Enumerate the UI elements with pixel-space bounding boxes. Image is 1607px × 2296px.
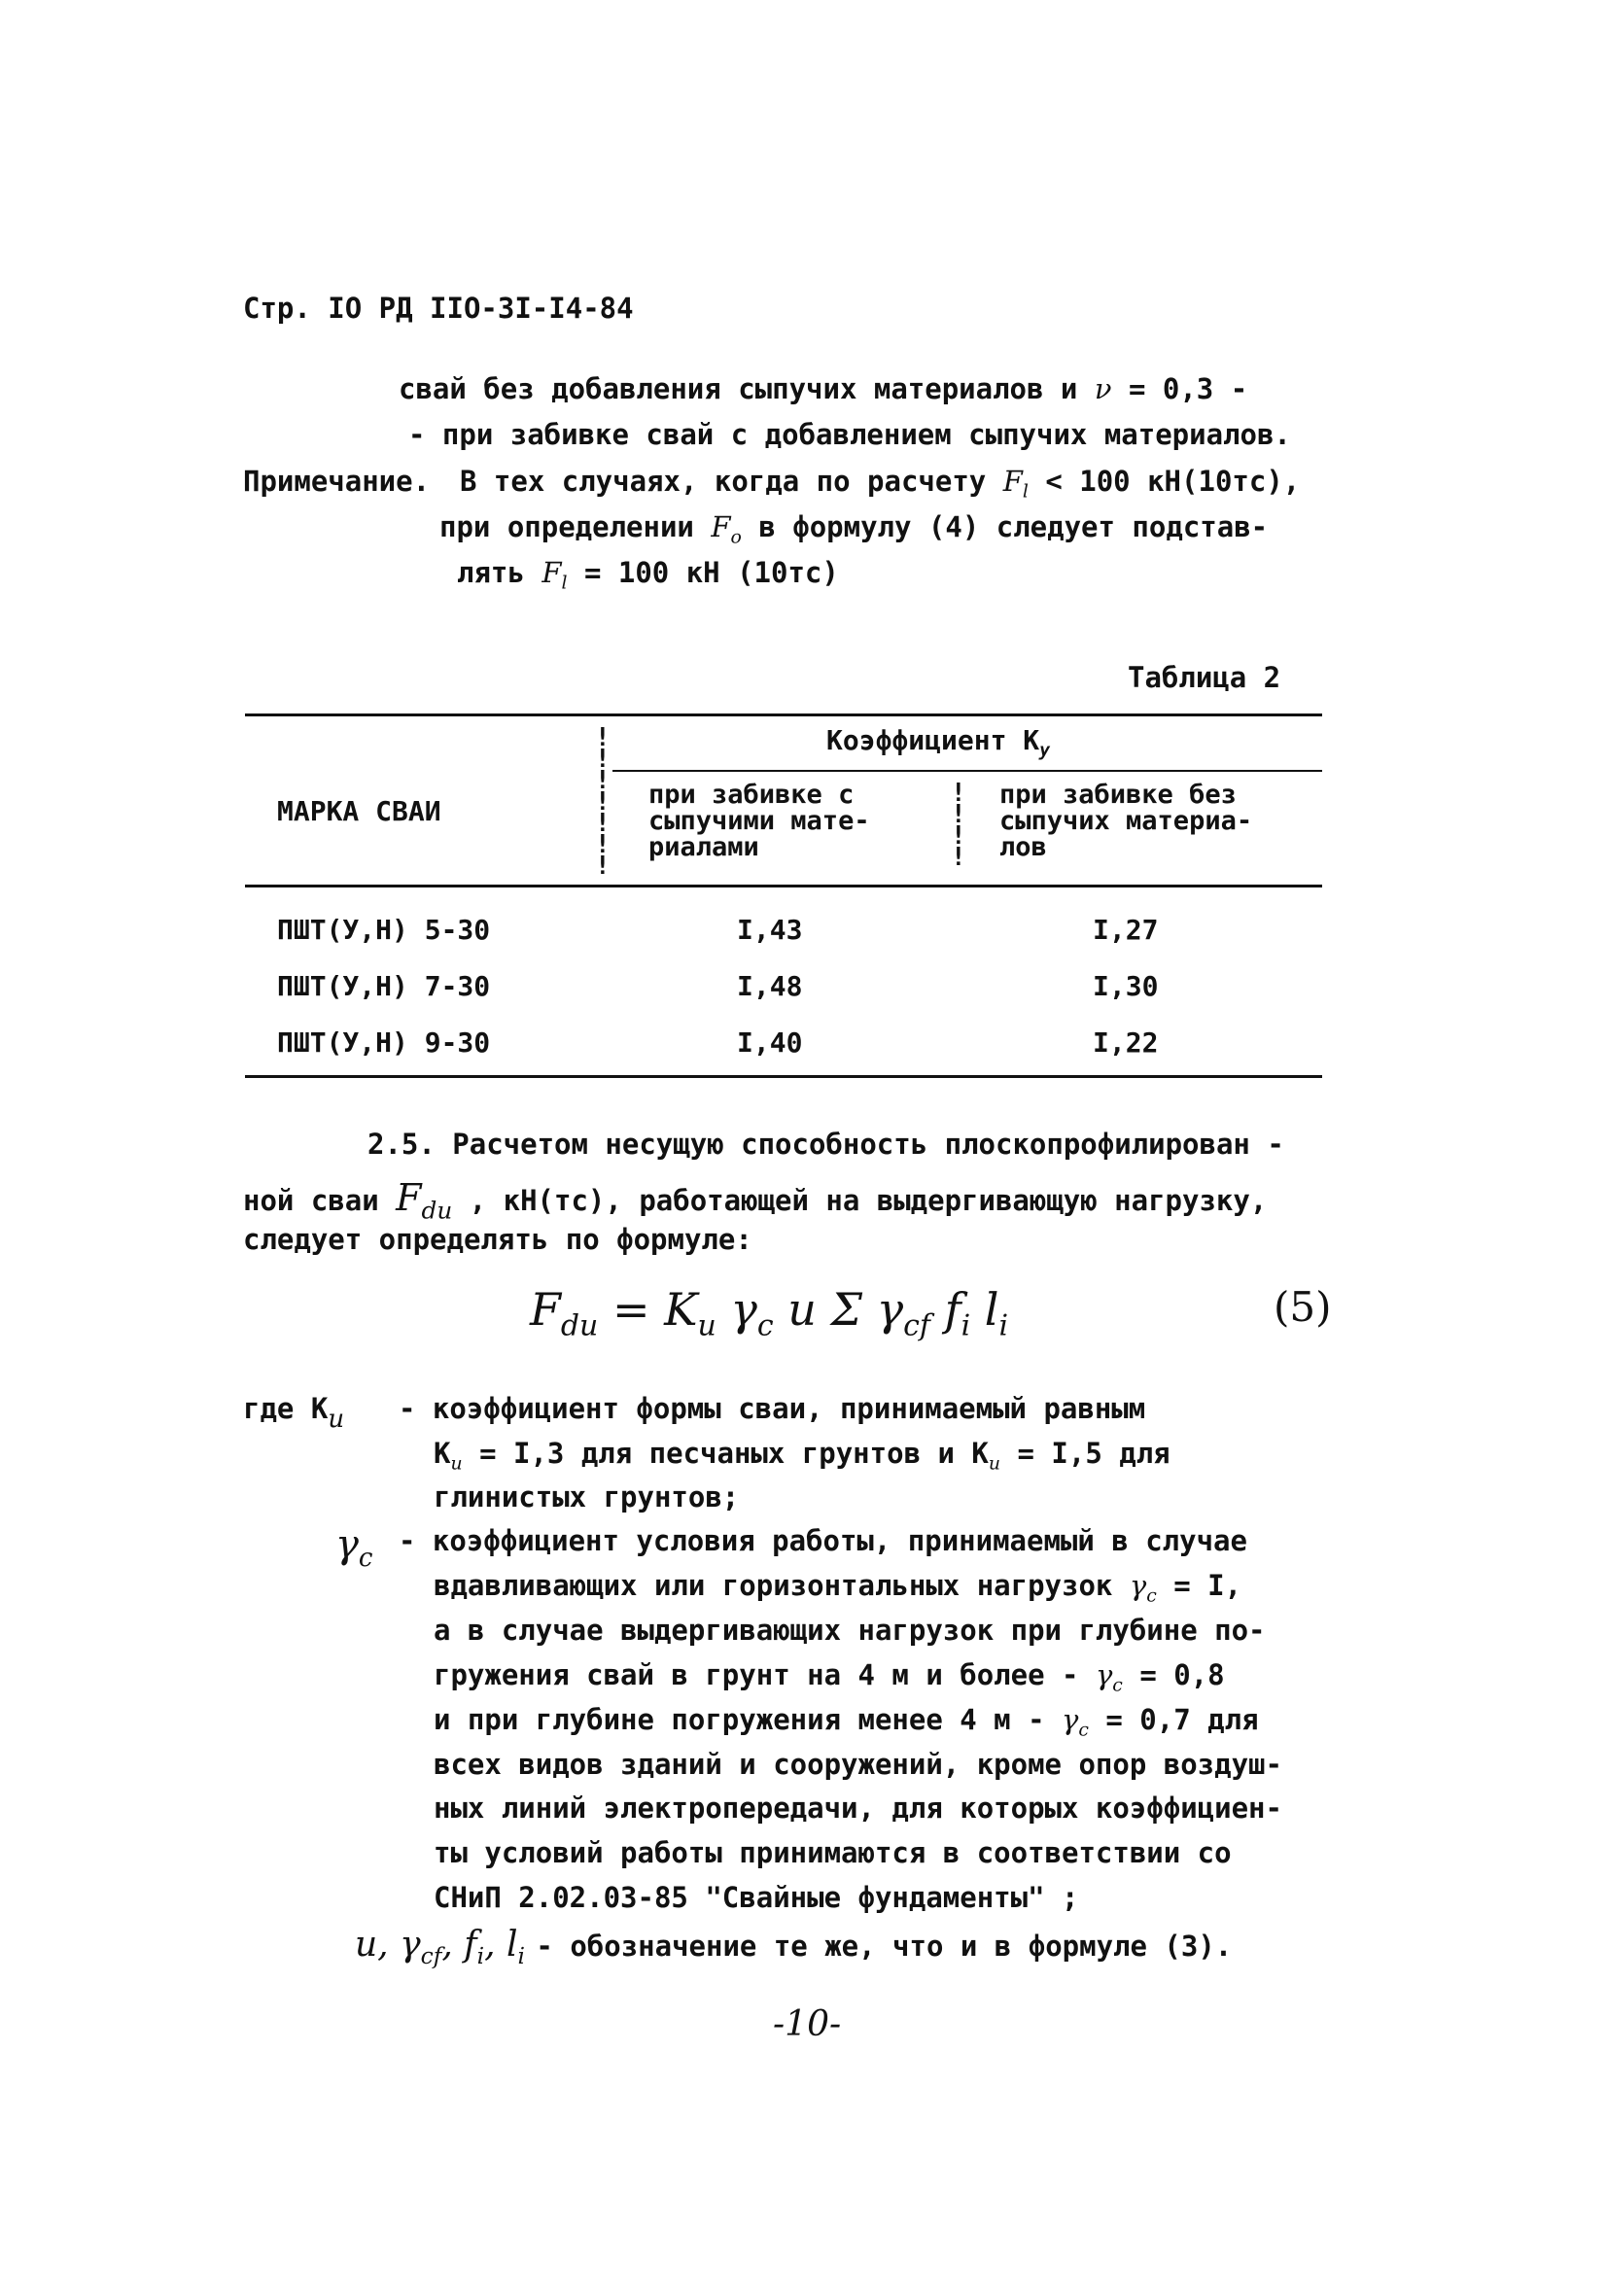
table-row-3-without: I,22 bbox=[1093, 1026, 1159, 1059]
table-header-rule bbox=[245, 885, 1322, 887]
table-row-1-with: I,43 bbox=[737, 914, 803, 946]
note-text-3a: лять bbox=[457, 556, 525, 589]
formula-5: $F_{du} = K_u$ $\gamma_c$ u Σ $\gamma_{cf}$ $f_i$ $l_i$ bbox=[530, 1283, 1009, 1343]
column-divider-1: ! ! ! ! ! ! ! bbox=[595, 723, 611, 881]
force-symbol: $F_{du}$ bbox=[396, 1176, 453, 1225]
gc-line-1: - коэффициент условия работы, принимаемый в случае bbox=[399, 1524, 1247, 1557]
section-line-3: следует определять по формуле: bbox=[243, 1223, 752, 1256]
ku-line-2: $К_u = I,3$ для песчаных грунтов и $К_u = I,5$ для bbox=[434, 1437, 1170, 1475]
nu-symbol: ν bbox=[1094, 372, 1112, 405]
table-row-2-with: I,48 bbox=[737, 970, 803, 1002]
note-line-3 bbox=[457, 556, 839, 594]
force-symbol: $F_l$ bbox=[1002, 465, 1029, 503]
page-number: -10- bbox=[773, 2004, 842, 2044]
note-text-3b: = 100 кН (10тс) bbox=[583, 556, 839, 589]
subcolumn-without-materials: при забивке без сыпучих материа- лов bbox=[999, 780, 1253, 862]
intro-text-a: свай без добавления сыпучих материалов и bbox=[399, 372, 1078, 405]
gc-line-5: и при глубине погружения менее 4 $м - \gamma_c = 0,7$ для bbox=[434, 1703, 1259, 1741]
note-line-1 bbox=[460, 465, 1300, 503]
gc-line-2: вдавливающих или горизонтальных нагрузок $\gamma_c = I$, bbox=[434, 1569, 1242, 1607]
gc-line-6: всех видов зданий и сооружений, кроме опор воздуш- bbox=[434, 1748, 1282, 1781]
table-row-1-mark: ПШТ(У,Н) 5-30 bbox=[277, 914, 491, 946]
note-text-1a: В тех случаях, когда по расчету bbox=[460, 465, 987, 498]
table-row-1-without: I,27 bbox=[1093, 914, 1159, 946]
table-group-rule bbox=[612, 770, 1322, 772]
column-header-mark: МАРКА СВАИ bbox=[277, 795, 441, 827]
where-label: где Кu bbox=[243, 1392, 345, 1435]
table-caption: Таблица 2 bbox=[1128, 661, 1281, 694]
table-row-3-mark: ПШТ(У,Н) 9-30 bbox=[277, 1026, 491, 1059]
subcolumn-with-materials: при забивке с сыпучими мате- риалами bbox=[648, 780, 870, 862]
table-bottom-rule bbox=[245, 1075, 1322, 1078]
gamma-c-symbol: $\gamma_c$ bbox=[335, 1522, 373, 1574]
column-group-header: Коэффициент $К_y$ bbox=[826, 724, 1051, 761]
intro-line-1 bbox=[399, 372, 1247, 405]
note-label: Примечание. bbox=[243, 465, 431, 498]
section-text-2b: , кН(тс), работающей на выдергивающую нагрузку, bbox=[469, 1184, 1268, 1217]
note-text-1b: < 100 кН(10тс), bbox=[1045, 465, 1301, 498]
last-definition-line: u, $\gamma_{cf}$, $f_i$, $l_i$ - обозначение те же, что и в формуле (3). bbox=[355, 1925, 1233, 1970]
table-top-rule bbox=[245, 713, 1322, 716]
page-header: Стр. IO РД IIO-3I-I4-84 bbox=[243, 292, 634, 325]
section-line-1: 2.5. Расчетом несущую способность плоскопрофилирован - bbox=[367, 1128, 1284, 1161]
ku-line-1: - коэффициент формы сваи, принимаемый равным bbox=[399, 1392, 1146, 1425]
ku-line-3: глинистых грунтов; bbox=[434, 1480, 740, 1513]
table-row-3-with: I,40 bbox=[737, 1026, 803, 1059]
force-symbol: $F_o$ bbox=[711, 510, 742, 548]
gc-line-4: гружения свай в грунт на 4 м и более - $\gamma_c = 0,8$ bbox=[434, 1658, 1225, 1696]
section-line-2 bbox=[243, 1176, 1267, 1225]
formula-number: (5) bbox=[1274, 1283, 1332, 1331]
intro-text-b: = 0,3 - bbox=[1128, 372, 1248, 405]
note-line-2 bbox=[439, 510, 1268, 548]
intro-line-2: - при забивке свай с добавлением сыпучих материалов. bbox=[408, 418, 1291, 451]
note-text-2b: в формулу (4) следует подстав- bbox=[758, 510, 1269, 543]
table-row-2-mark: ПШТ(У,Н) 7-30 bbox=[277, 970, 491, 1002]
gc-line-8: ты условий работы принимаются в соответствии со bbox=[434, 1836, 1232, 1869]
column-divider-2: ! ! ! ! bbox=[951, 779, 966, 872]
section-text-2a: ной сваи bbox=[243, 1184, 379, 1217]
gc-line-3: а в случае выдергивающих нагрузок при глубине по- bbox=[434, 1614, 1266, 1647]
force-symbol: $F_l$ bbox=[541, 556, 568, 594]
table-row-2-without: I,30 bbox=[1093, 970, 1159, 1002]
note-text-2a: при определении bbox=[439, 510, 694, 543]
gc-line-9: СНиП 2.02.03-85 "Свайные фундаменты" ; bbox=[434, 1881, 1079, 1914]
gc-line-7: ных линий электропередачи, для которых коэффициен- bbox=[434, 1792, 1282, 1825]
